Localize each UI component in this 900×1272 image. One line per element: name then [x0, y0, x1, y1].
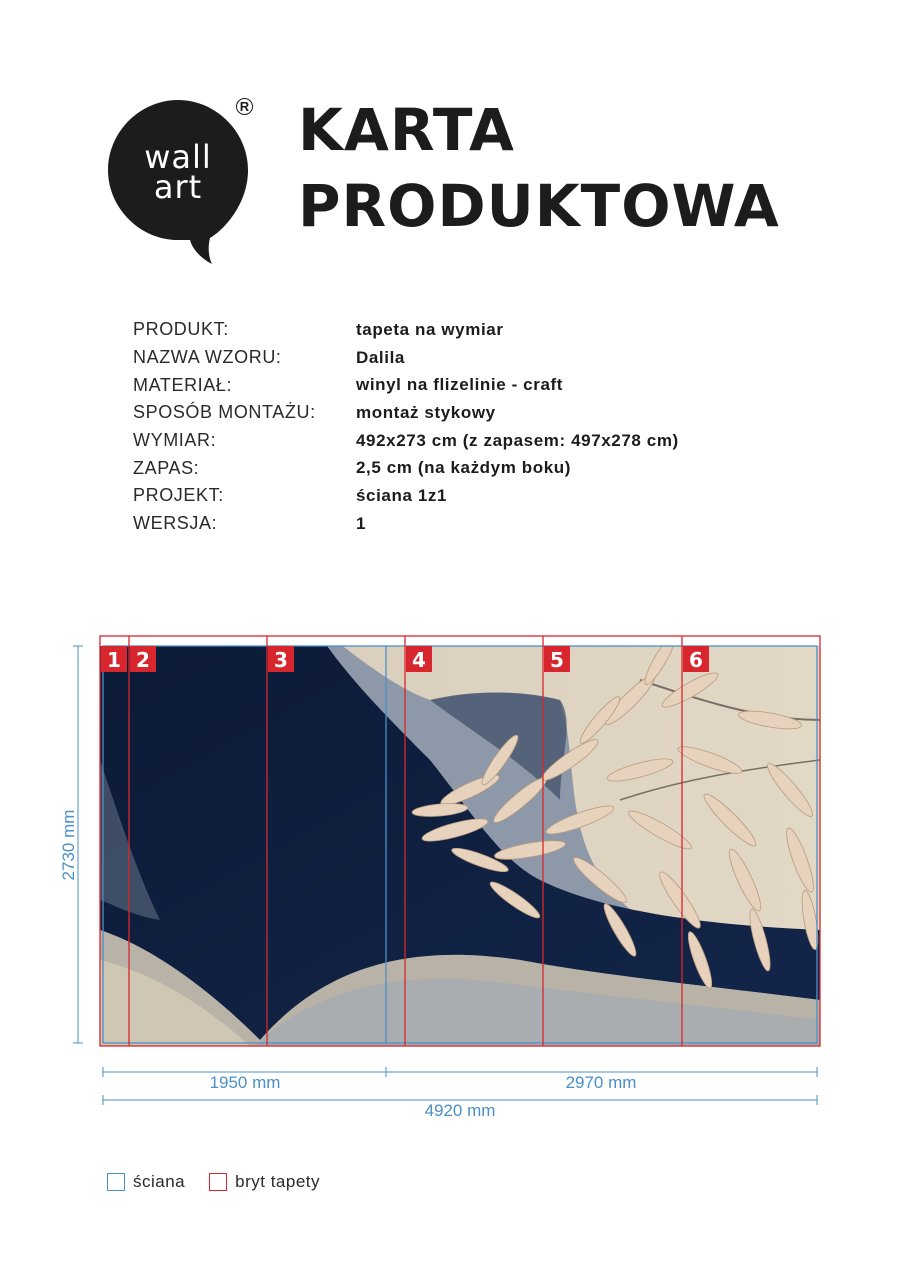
panel-number-5: 5 — [550, 648, 564, 672]
spec-label: NAZWA WZORU: — [133, 347, 282, 368]
spec-value: montaż stykowy — [356, 402, 496, 422]
print-strip — [100, 636, 820, 646]
title-line-2: PRODUKTOWA — [298, 172, 780, 240]
spec-value: ściana 1z1 — [356, 485, 448, 505]
spec-value: tapeta na wymiar — [356, 319, 504, 339]
logo-line-wall: wall — [144, 138, 212, 176]
panel-number-2: 2 — [136, 648, 150, 672]
panel-number-1: 1 — [107, 648, 121, 672]
panel-badge-3 — [268, 646, 294, 672]
panel-badge-6 — [683, 646, 709, 672]
spec-value: 2,5 cm (na każdym boku) — [356, 458, 572, 478]
mural-artwork — [100, 633, 821, 1046]
panel-badge-5 — [544, 646, 570, 672]
spec-value: 492x273 cm (z zapasem: 497x278 cm) — [356, 430, 679, 450]
width-total-label: 4920 mm — [424, 1101, 496, 1120]
panel-number-3: 3 — [274, 648, 288, 672]
panel-number-6: 6 — [689, 648, 703, 672]
spec-value: 1 — [356, 513, 367, 533]
registered-mark-icon: R — [236, 98, 253, 115]
spec-label: WERSJA: — [133, 513, 218, 534]
panel-badge-1 — [101, 646, 127, 672]
logo-line-art: art — [153, 168, 203, 206]
height-label: 2730 mm — [59, 809, 78, 881]
width-left-label: 1950 mm — [209, 1073, 281, 1092]
spec-value: Dalila — [356, 347, 405, 367]
legend-wall-swatch — [107, 1173, 125, 1191]
title-line-1: KARTA — [298, 96, 515, 164]
legend-panel-swatch — [209, 1173, 227, 1191]
legend-wall-label: ściana — [133, 1172, 186, 1191]
legend — [107, 1172, 344, 1192]
spec-label: ZAPAS: — [133, 457, 200, 478]
spec-label: MATERIAŁ: — [133, 374, 233, 395]
spec-label: PROJEKT: — [133, 485, 224, 506]
panel-number-4: 4 — [412, 648, 426, 672]
spec-label: SPOSÓB MONTAŻU: — [133, 402, 316, 423]
width-right-label: 2970 mm — [565, 1073, 637, 1092]
spec-label: WYMIAR: — [133, 430, 217, 451]
panel-badge-2 — [130, 646, 156, 672]
spec-label: PRODUKT: — [133, 319, 229, 340]
panel-badge-4 — [406, 646, 432, 672]
legend-panel-label: bryt tapety — [235, 1172, 321, 1191]
spec-value: winyl na flizelinie - craft — [356, 375, 564, 395]
